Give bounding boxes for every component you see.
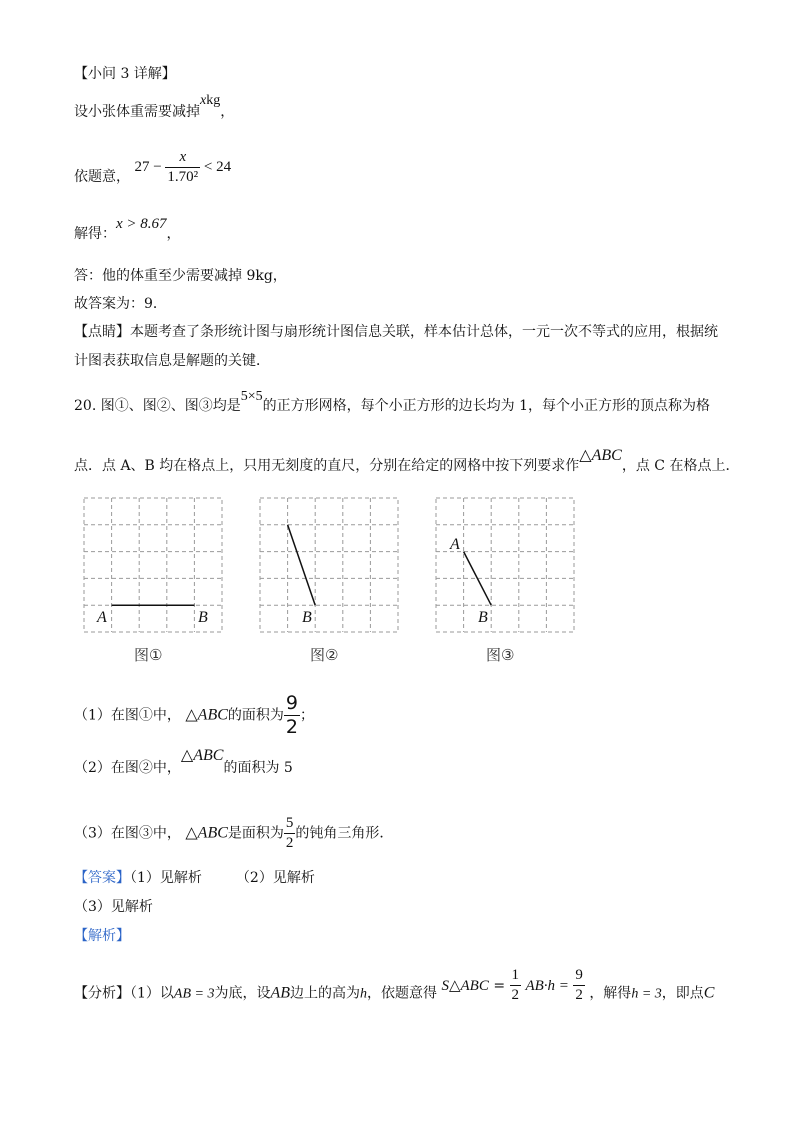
part3-fraction: $\frac{5}{2}$: [285, 815, 294, 851]
caption-fig3: 图③: [486, 646, 515, 664]
analysis-h: h: [360, 986, 368, 1002]
part1-triangle: △ABC: [185, 706, 228, 724]
caption-fig2: 图②: [310, 646, 339, 664]
step2-fraction: $\frac{x}{\text{1.70²}}$: [167, 149, 199, 185]
step2-text: 依题意，: [74, 168, 130, 185]
jiexi-tag: 【解析】: [74, 928, 130, 944]
step3-math: x > 8.67: [116, 216, 167, 232]
step2-line: [74, 149, 232, 195]
answer-1: （1）见解析: [130, 870, 202, 886]
analysis-point-c: C: [703, 984, 715, 1002]
segment-ab-fig2: [288, 525, 316, 605]
step3-comma: ，: [166, 226, 181, 242]
analysis-h3: h = 3: [631, 986, 662, 1002]
comment-text-1: 本题考查了条形统计图与扇形统计图信息关联，样本估计总体，一元一次不等式的应用，根据统: [130, 324, 718, 340]
part1-end: ；: [300, 707, 314, 724]
grid-figures: [0, 490, 800, 670]
answer-2: （2）见解析: [235, 870, 315, 886]
analysis-ab3: AB = 3: [173, 986, 215, 1002]
part3-mid: 是面积为: [227, 825, 284, 842]
analysis-e: ，解得: [589, 985, 632, 1002]
label-b-fig1: B: [198, 609, 208, 626]
part-1: [74, 694, 314, 737]
label-a-fig1: A: [97, 609, 107, 626]
step1-comma: ，: [220, 104, 235, 120]
q20-grid-size: 5×5: [240, 389, 263, 404]
answer-3: （3）见解析: [74, 899, 153, 915]
step1-var: x: [200, 93, 207, 108]
part2-triangle: △ABC: [180, 747, 224, 764]
answer-tag: 【答案】: [74, 870, 130, 886]
step1-line: [74, 93, 235, 123]
caption-fig1: 图①: [134, 646, 163, 664]
part3-triangle: △ABC: [185, 824, 228, 842]
step1-text: 设小张体重需要减掉: [74, 104, 200, 120]
q20-text-c: 点．点 A、B 均在格点上，只用无刻度的直尺，分别在给定的网格中按下列要求作: [74, 458, 580, 474]
part1-mid: 的面积为: [227, 707, 284, 724]
analysis-frac2: $\frac{9}{2}$: [575, 967, 583, 1003]
analysis-b: 为底，设: [214, 985, 271, 1002]
part-3: [74, 816, 393, 851]
step1-unit: kg: [206, 93, 221, 108]
answer-row-1: [74, 868, 315, 888]
comment-line-2: 计图表获取信息是解题的关键．: [74, 353, 270, 369]
comment-line-1: [74, 322, 718, 342]
step3-text: 解得：: [74, 226, 116, 242]
analysis-f: ，即点: [661, 985, 704, 1002]
analysis-line: [74, 967, 715, 1011]
q20-line-1: [74, 389, 710, 417]
answer-line: 答：他的体重至少需要减掉 9kg，: [74, 268, 287, 284]
part2-end: 的面积为 5: [223, 760, 293, 776]
step2-left: 27 −: [134, 158, 162, 175]
step3-line: [74, 216, 181, 244]
part3-end: 的钝角三角形．: [295, 825, 394, 842]
q20-text-d: ，点 C 在格点上．: [621, 458, 740, 474]
comment-tag: 【点睛】: [74, 324, 130, 340]
q20-line-2: [74, 447, 740, 476]
figure-2: [260, 498, 398, 664]
figure-1: [84, 498, 222, 664]
analysis-a: （1）以: [130, 985, 174, 1002]
analysis-ab: AB: [270, 984, 291, 1002]
analysis-abh: AB·h =: [525, 977, 569, 994]
analysis-eq: =: [493, 977, 506, 994]
label-b-fig2: B: [302, 609, 312, 626]
q20-text-a: 20. 图①、图②、图③均是: [74, 398, 241, 414]
figure-3: [436, 498, 574, 664]
part3-text: （3）在图③中，: [74, 825, 181, 842]
q3-heading: 【小问 3 详解】: [74, 66, 176, 82]
final-answer: 故答案为：9．: [74, 296, 167, 312]
analysis-tag: 【分析】: [74, 985, 130, 1002]
analysis-c: 边上的高为: [290, 985, 361, 1002]
part1-fraction: $\frac{9}{2}$: [285, 692, 298, 738]
part-2: [74, 747, 293, 778]
step2-right: < 24: [203, 158, 232, 175]
analysis-area: S△ABC: [441, 977, 489, 994]
label-b-fig3: B: [478, 609, 488, 626]
q20-text-b: 的正方形网格，每个小正方形的边长均为 1，每个小正方形的顶点称为格: [262, 398, 710, 414]
analysis-frac1: $\frac{1}{2}$: [511, 967, 519, 1003]
label-a-fig3: A: [450, 536, 460, 553]
part2-text: （2）在图②中，: [74, 760, 181, 776]
q20-triangle: △ABC: [579, 447, 622, 464]
analysis-d: ，依题意得: [367, 985, 438, 1002]
part1-text: （1）在图①中，: [74, 707, 181, 724]
